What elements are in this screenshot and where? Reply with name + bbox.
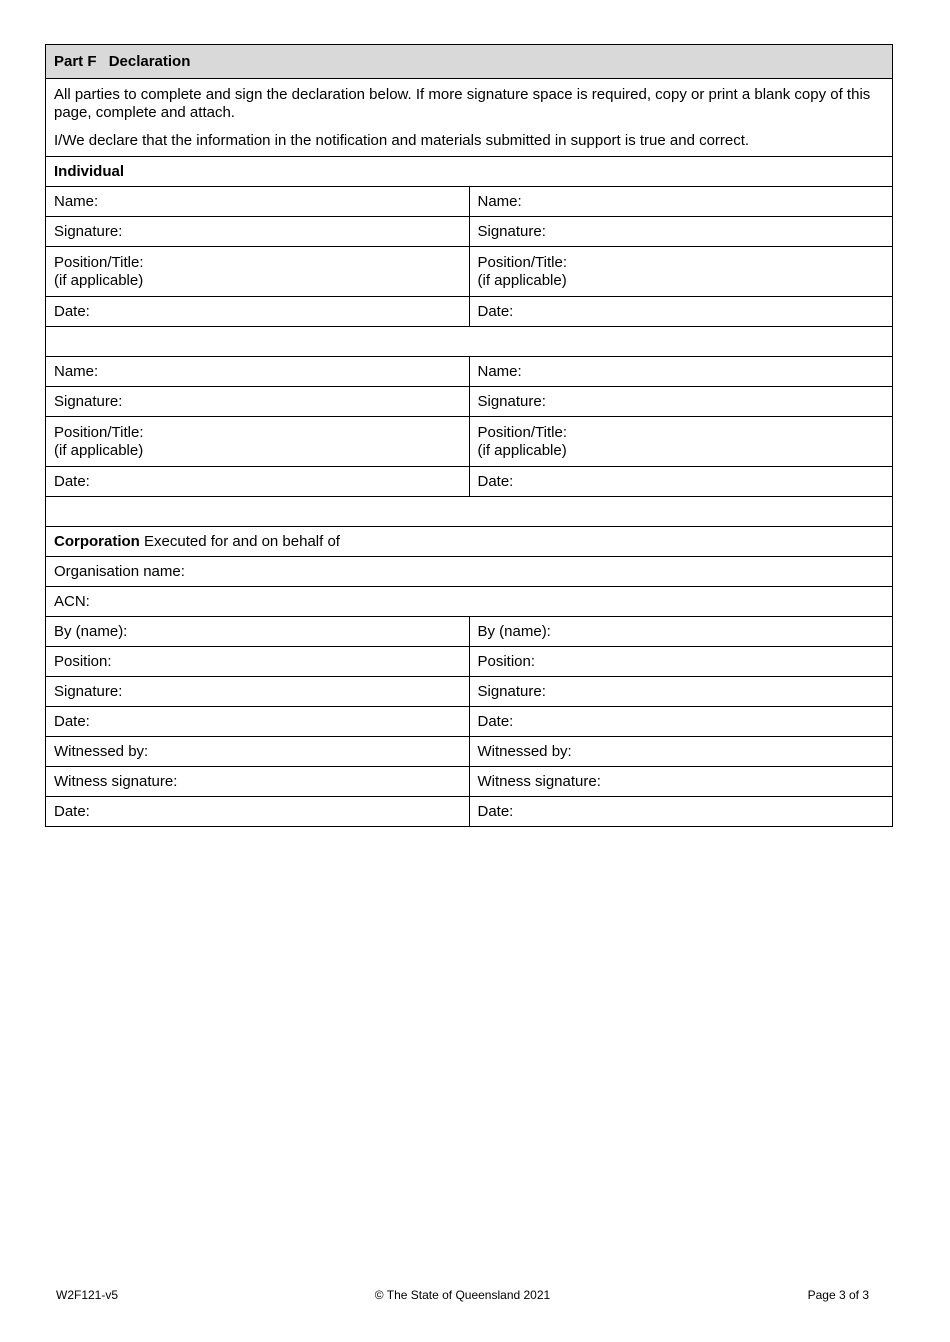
position-title-field[interactable]: Position/Title: (if applicable) bbox=[469, 247, 893, 297]
signature-field[interactable]: Signature: bbox=[469, 217, 893, 247]
spacer-row bbox=[46, 497, 893, 527]
signature-field[interactable]: Signature: bbox=[46, 677, 470, 707]
position-title-field[interactable]: Position/Title: (if applicable) bbox=[46, 417, 470, 467]
corporation-heading: Corporation Executed for and on behalf of bbox=[46, 527, 893, 557]
witness-signature-field[interactable]: Witness signature: bbox=[469, 767, 893, 797]
signature-field[interactable]: Signature: bbox=[469, 387, 893, 417]
section-title: Declaration bbox=[108, 52, 191, 70]
witness-date-row bbox=[46, 797, 893, 827]
witness-signature-field[interactable]: Witness signature: bbox=[46, 767, 470, 797]
individual-position-row bbox=[46, 417, 893, 467]
date-field[interactable]: Date: bbox=[46, 467, 470, 497]
witnessed-by-row bbox=[46, 737, 893, 767]
signature-field[interactable]: Signature: bbox=[46, 387, 470, 417]
name-field[interactable]: Name: bbox=[46, 357, 470, 387]
organisation-name-field[interactable]: Organisation name: bbox=[46, 557, 893, 587]
name-field[interactable]: Name: bbox=[469, 357, 893, 387]
position-title-field[interactable]: Position/Title: (if applicable) bbox=[46, 247, 470, 297]
individual-date-row bbox=[46, 297, 893, 327]
individual-heading: Individual bbox=[46, 157, 893, 187]
witnessed-by-field[interactable]: Witnessed by: bbox=[46, 737, 470, 767]
individual-signature-row bbox=[46, 217, 893, 247]
date-field[interactable]: Date: bbox=[469, 707, 893, 737]
corporation-signature-row bbox=[46, 677, 893, 707]
name-field[interactable]: Name: bbox=[46, 187, 470, 217]
spacer-row bbox=[46, 327, 893, 357]
date-field[interactable]: Date: bbox=[469, 797, 893, 827]
form-code: W2F121-v5 bbox=[56, 1288, 119, 1302]
by-name-field[interactable]: By (name): bbox=[46, 617, 470, 647]
date-field[interactable]: Date: bbox=[469, 297, 893, 327]
section-part: Part F bbox=[54, 52, 97, 70]
position-field[interactable]: Position: bbox=[46, 647, 470, 677]
individual-position-row bbox=[46, 247, 893, 297]
individual-name-row bbox=[46, 357, 893, 387]
page-number: Page 3 of 3 bbox=[807, 1288, 869, 1302]
by-name-field[interactable]: By (name): bbox=[469, 617, 893, 647]
individual-date-row bbox=[46, 467, 893, 497]
spacer-cell bbox=[46, 497, 893, 527]
acn-field[interactable]: ACN: bbox=[46, 587, 893, 617]
declaration-form bbox=[45, 44, 893, 827]
page-footer bbox=[56, 1287, 869, 1303]
spacer-cell bbox=[46, 327, 893, 357]
witness-signature-row bbox=[46, 767, 893, 797]
acn-row bbox=[46, 587, 893, 617]
date-field[interactable]: Date: bbox=[46, 797, 470, 827]
by-name-row bbox=[46, 617, 893, 647]
declaration-statement: I/We declare that the information in the notification and materials submitted in support is true and correct. bbox=[54, 132, 750, 149]
date-field[interactable]: Date: bbox=[469, 467, 893, 497]
witnessed-by-field[interactable]: Witnessed by: bbox=[469, 737, 893, 767]
copyright-notice: © The State of Queensland 2021 bbox=[374, 1288, 551, 1302]
individual-name-row bbox=[46, 187, 893, 217]
instructions-text: All parties to complete and sign the declaration below. If more signature space is required, copy or print a blank copy of this page, complete and attach. bbox=[54, 86, 871, 121]
organisation-name-row bbox=[46, 557, 893, 587]
intro-cell bbox=[46, 79, 893, 157]
signature-field[interactable]: Signature: bbox=[46, 217, 470, 247]
name-field[interactable]: Name: bbox=[469, 187, 893, 217]
corporation-date-row bbox=[46, 707, 893, 737]
intro-row bbox=[46, 79, 893, 157]
signature-field[interactable]: Signature: bbox=[469, 677, 893, 707]
position-row bbox=[46, 647, 893, 677]
position-title-field[interactable]: Position/Title: (if applicable) bbox=[469, 417, 893, 467]
date-field[interactable]: Date: bbox=[46, 707, 470, 737]
section-header-cell bbox=[46, 45, 893, 79]
corporation-heading-row bbox=[46, 527, 893, 557]
individual-signature-row bbox=[46, 387, 893, 417]
section-header bbox=[46, 45, 893, 79]
date-field[interactable]: Date: bbox=[46, 297, 470, 327]
individual-heading-row bbox=[46, 157, 893, 187]
position-field[interactable]: Position: bbox=[469, 647, 893, 677]
